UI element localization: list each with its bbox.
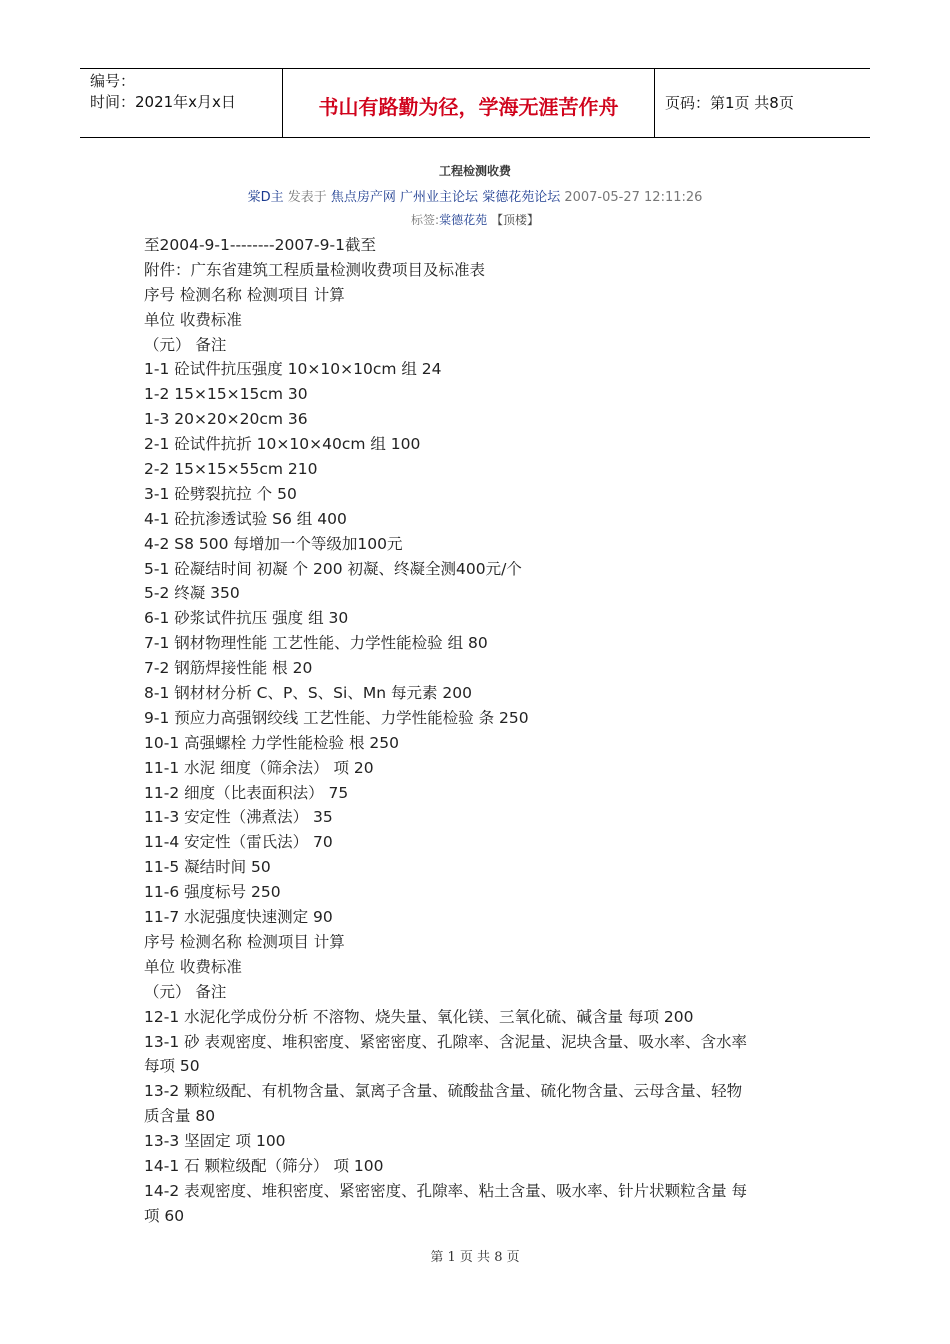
body-line: 附件：广东省建筑工程质量检测收费项目及标准表 <box>144 260 486 279</box>
body-line: 12-1 水泥化学成份分析 不溶物、烧失量、氧化镁、三氧化硫、碱含量 每项 200 <box>144 1007 694 1026</box>
body-line: 3-1 砼劈裂抗拉 个 50 <box>144 484 297 503</box>
body-line: 14-2 表观密度、堆积密度、紧密密度、孔隙率、粘土含量、吸水率、针片状颗粒含量 每 <box>144 1181 748 1200</box>
body-line: 11-1 水泥 细度（筛余法） 项 20 <box>144 758 374 777</box>
body-line: 5-1 砼凝结时间 初凝 个 200 初凝、终凝全测400元/个 <box>144 559 522 578</box>
forum-link-tangde[interactable]: 棠德花苑论坛 <box>482 190 561 205</box>
body-line: 13-3 坚固定 项 100 <box>144 1132 286 1151</box>
body-line: 10-1 高强螺栓 力学性能检验 根 250 <box>144 733 399 752</box>
body-line: 每项 50 <box>144 1057 200 1076</box>
body-line: 1-3 20×20×20cm 36 <box>144 410 308 429</box>
forum-link-jiaodian[interactable]: 焦点房产网 <box>330 190 396 205</box>
body-line: 11-7 水泥强度快速测定 90 <box>144 908 333 927</box>
body-line: 质含量 80 <box>144 1107 216 1126</box>
body-line: （元） 备注 <box>144 982 227 1001</box>
body-line: 8-1 钢材材分析 C、P、S、Si、Mn 每元素 200 <box>144 684 472 703</box>
body-line: 11-6 强度标号 250 <box>144 883 281 902</box>
page-footer: 第 1 页 共 8 页 <box>430 1250 520 1265</box>
document-number-label: 编号： <box>90 72 136 90</box>
body-line: 单位 收费标准 <box>144 310 242 329</box>
body-line: 1-2 15×15×15cm 30 <box>144 385 308 404</box>
body-line: 4-1 砼抗渗透试验 S6 组 400 <box>144 509 347 528</box>
body-line: 2-1 砼试件抗折 10×10×40cm 组 100 <box>144 435 421 454</box>
body-line: 11-2 细度（比表面积法） 75 <box>144 783 349 802</box>
body-line: 13-2 颗粒级配、有机物含量、氯离子含量、硫酸盐含量、硫化物含量、云母含量、轻物 <box>144 1082 743 1101</box>
body-line: 7-1 钢材物理性能 工艺性能、力学性能检验 组 80 <box>144 634 488 653</box>
body-line: 9-1 预应力高强钢绞线 工艺性能、力学性能检验 条 250 <box>144 708 529 727</box>
author-link[interactable]: 棠D主 <box>247 190 284 205</box>
body-line: 11-3 安定性（沸煮法） 35 <box>144 808 333 827</box>
forum-link-guangzhou[interactable]: 广州业主论坛 <box>400 190 479 205</box>
body-line: 序号 检测名称 检测项目 计算 <box>144 285 345 304</box>
header-left-cell <box>80 69 282 137</box>
body-line: 13-1 砂 表观密度、堆积密度、紧密密度、孔隙率、含泥量、泥块含量、吸水率、含水率 <box>144 1032 748 1051</box>
body-line: 11-5 凝结时间 50 <box>144 858 271 877</box>
body-line: 序号 检测名称 检测项目 计算 <box>144 932 345 951</box>
body-line: 项 60 <box>144 1206 185 1225</box>
body-line: 14-1 石 颗粒级配（筛分） 项 100 <box>144 1156 384 1175</box>
post-tags <box>0 211 950 228</box>
post-datetime: 2007-05-27 12:11:26 <box>564 190 703 205</box>
body-line: 6-1 砂浆试件抗压 强度 组 30 <box>144 609 349 628</box>
body-line: （元） 备注 <box>144 335 227 354</box>
post-meta <box>0 186 950 205</box>
tag-link[interactable]: 棠德花苑 <box>439 213 488 227</box>
body-line: 单位 收费标准 <box>144 957 242 976</box>
post-title: 工程检测收费 <box>438 164 511 178</box>
header-page-number: 页码：第1页 共8页 <box>665 93 794 112</box>
body-line: 11-4 安定性（雷氏法） 70 <box>144 833 333 852</box>
body-line: 4-2 S8 500 每增加一个等级加100元 <box>144 534 403 553</box>
post-body <box>144 233 814 1229</box>
page-header <box>80 68 870 138</box>
tag-label: 标签: <box>411 213 440 227</box>
posted-in-label: 发表于 <box>287 190 327 205</box>
body-line: 1-1 砼试件抗压强度 10×10×10cm 组 24 <box>144 360 442 379</box>
body-line: 2-2 15×15×55cm 210 <box>144 460 318 479</box>
body-line: 至2004-9-1--------2007-9-1截至 <box>144 236 376 254</box>
body-line: 5-2 终凝 350 <box>144 584 240 603</box>
document-time-label: 时间：2021年x月x日 <box>90 93 236 111</box>
body-line: 7-2 钢筋焊接性能 根 20 <box>144 659 313 678</box>
top-floor-link[interactable]: 【顶楼】 <box>490 213 539 227</box>
header-motto: 书山有路勤为径，学海无涯苦作舟 <box>282 69 655 137</box>
